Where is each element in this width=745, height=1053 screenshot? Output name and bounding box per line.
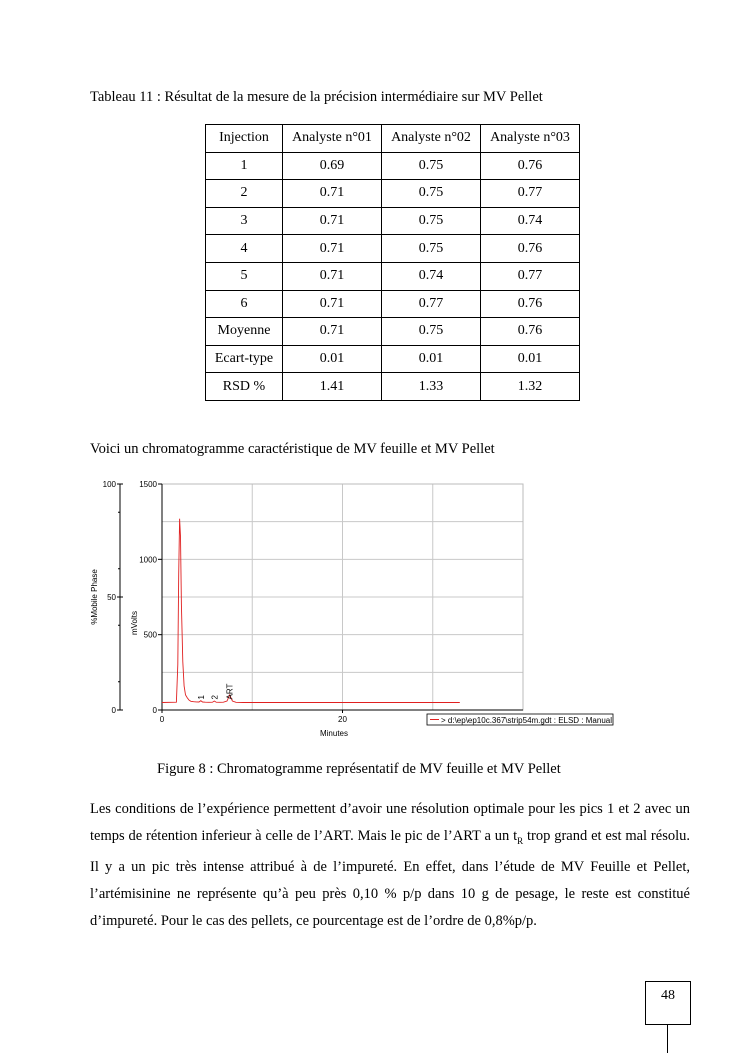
- chart-axes: [103, 480, 523, 724]
- row-label-cell: 1: [206, 152, 283, 180]
- chart-legend: [427, 714, 613, 725]
- value-cell: 0.75: [382, 318, 481, 346]
- value-cell: 0.69: [283, 152, 382, 180]
- value-cell: 0.75: [382, 207, 481, 235]
- value-cell: 0.71: [283, 180, 382, 208]
- value-cell: 1.32: [481, 373, 580, 401]
- value-cell: 0.76: [481, 318, 580, 346]
- value-cell: 0.01: [382, 345, 481, 373]
- table-row: [206, 235, 580, 263]
- table-row: [206, 345, 580, 373]
- y-tick-label: 0: [152, 706, 157, 715]
- chromatogram-trace: [162, 519, 460, 703]
- header-analyst-01: Analyste n°01: [283, 125, 382, 153]
- peak-label: 1: [196, 695, 206, 700]
- y2-tick-label: 50: [107, 593, 116, 602]
- chromatogram-chart: [85, 475, 685, 745]
- y-axis-label: mVolts: [130, 610, 139, 636]
- y2-tick-label: 100: [102, 480, 116, 489]
- y-tick-label: 1000: [139, 555, 157, 565]
- chromatogram-intro: Voici un chromatogramme caractéristique de MV feuille et MV Pellet: [90, 441, 495, 457]
- value-cell: 1.33: [382, 373, 481, 401]
- value-cell: 0.01: [481, 345, 580, 373]
- peak-label: 2: [210, 695, 220, 700]
- x-tick-label: 0: [159, 715, 165, 724]
- chart-series: [162, 519, 460, 703]
- y2-tick-label: 0: [111, 706, 116, 715]
- x-tick-label: 20: [338, 715, 347, 724]
- table-row: [206, 373, 580, 401]
- row-label-cell: 4: [206, 235, 283, 263]
- row-label-cell: 5: [206, 262, 283, 290]
- table-row: [206, 180, 580, 208]
- table-row: [206, 152, 580, 180]
- row-label-cell: 6: [206, 290, 283, 318]
- x-axis-label: Minutes: [319, 729, 349, 738]
- value-cell: 0.75: [382, 180, 481, 208]
- row-label-cell: Moyenne: [206, 318, 283, 346]
- value-cell: 0.71: [283, 235, 382, 263]
- paragraph-part-2: trop grand et est mal résolu. Il y a un pic très intense attribué à de l’impureté. En effet, dans l’étude de MV Feuille et Pellet, l’artémisinine ne représente qu’à peu près 0,10 % p/p dans 10 g de pesage, le reste est constitué d’impureté. Pour le cas des pellets, ce pourcentage est de l’ordre de 0,8%p/p.: [90, 827, 690, 930]
- table-row: [206, 318, 580, 346]
- value-cell: 0.71: [283, 207, 382, 235]
- value-cell: 0.75: [382, 235, 481, 263]
- row-label-cell: 2: [206, 180, 283, 208]
- value-cell: 0.71: [283, 318, 382, 346]
- chart-labels: [197, 684, 235, 700]
- peak-label: ART: [225, 683, 235, 700]
- row-label-cell: 3: [206, 207, 283, 235]
- table-caption: Tableau 11 : Résultat de la mesure de la précision intermédiaire sur MV Pellet: [90, 89, 543, 105]
- value-cell: 0.76: [481, 290, 580, 318]
- table-row: [206, 207, 580, 235]
- value-cell: 0.76: [481, 152, 580, 180]
- y-tick-label: 1500: [139, 480, 157, 489]
- figure-caption: Figure 8 : Chromatogramme représentatif de MV feuille et MV Pellet: [157, 761, 561, 777]
- results-table: [205, 124, 580, 401]
- value-cell: 0.01: [283, 345, 382, 373]
- row-label-cell: Ecart-type: [206, 345, 283, 373]
- value-cell: 0.71: [283, 262, 382, 290]
- body-paragraph: [90, 796, 690, 935]
- page-number: 48: [645, 981, 691, 1025]
- value-cell: 0.75: [382, 152, 481, 180]
- value-cell: 1.41: [283, 373, 382, 401]
- value-cell: 0.77: [382, 290, 481, 318]
- value-cell: 0.76: [481, 235, 580, 263]
- paragraph-subscript: R: [517, 835, 524, 846]
- value-cell: 0.77: [481, 262, 580, 290]
- table-row: [206, 262, 580, 290]
- y2-axis-label: %Mobile Phase: [90, 569, 99, 625]
- chart-grid: [162, 484, 523, 710]
- value-cell: 0.74: [382, 262, 481, 290]
- header-analyst-03: Analyste n°03: [481, 125, 580, 153]
- table-header-row: [206, 125, 580, 153]
- value-cell: 0.77: [481, 180, 580, 208]
- y-tick-label: 500: [143, 630, 157, 640]
- paragraph-part-1: Les conditions de l’expérience permettent d’avoir une résolution optimale pour les pics 1 et 2 avec un temps de rétention inferieur à celle de l’ART. Mais le pic de l’ART a un t: [90, 801, 690, 844]
- row-label-cell: RSD %: [206, 373, 283, 401]
- legend-label: > d:\ep\ep10c.367\strip54m.gdt : ELSD : Manual: [441, 716, 612, 725]
- value-cell: 0.71: [283, 290, 382, 318]
- header-injection: Injection: [206, 125, 283, 153]
- page-number-line: [667, 1024, 668, 1053]
- header-analyst-02: Analyste n°02: [382, 125, 481, 153]
- value-cell: 0.74: [481, 207, 580, 235]
- table-row: [206, 290, 580, 318]
